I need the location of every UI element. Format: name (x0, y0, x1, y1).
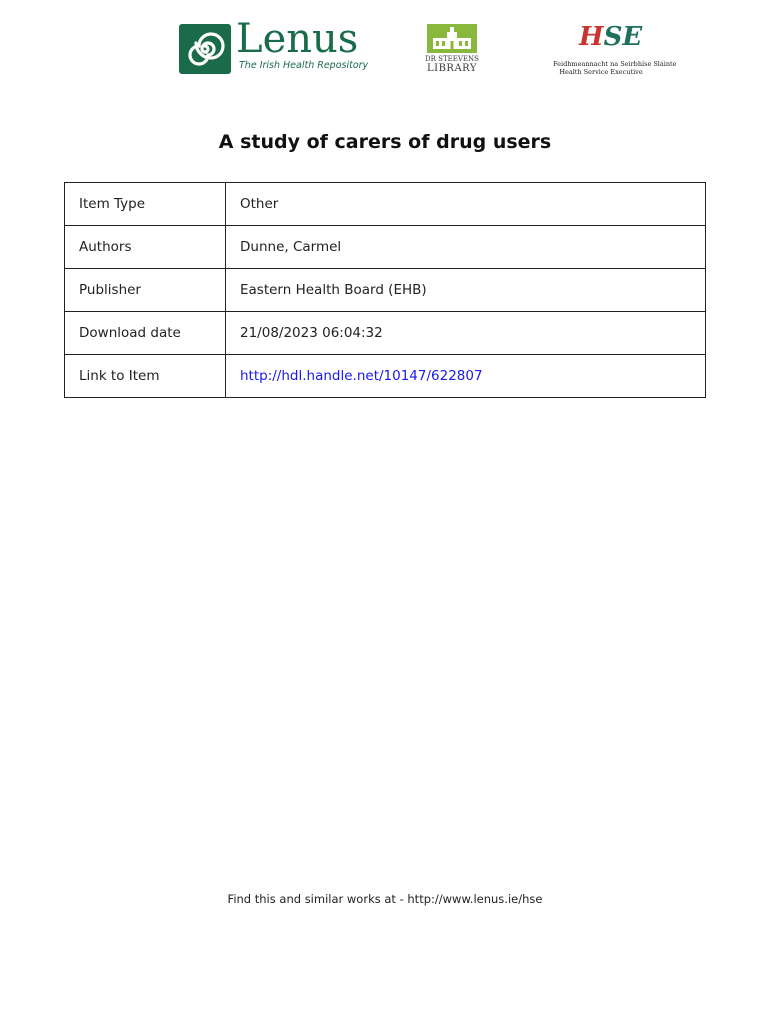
library-building-icon (425, 24, 479, 54)
footer-text: Find this and similar works at - http://www.lenus.ie/hse (227, 892, 543, 906)
dr-steevens-library-logo (425, 24, 479, 76)
hse-mark-se: SE (603, 22, 643, 52)
page-title: A study of carers of drug users (218, 131, 552, 153)
table-row (65, 269, 706, 312)
row-value: Other (226, 183, 706, 226)
lenus-logo (179, 16, 369, 76)
row-label: Download date (65, 312, 226, 355)
hse-mark-h: H (579, 22, 604, 52)
item-link[interactable]: http://hdl.handle.net/10147/622807 (240, 368, 483, 384)
table-row (65, 226, 706, 269)
lenus-tagline: The Irish Health Repository (239, 60, 369, 71)
hse-english-name: Health Service Executive (559, 68, 643, 76)
row-label: Item Type (65, 183, 226, 226)
hse-irish-name: Feidhmeannacht na Seirbhíse Sláinte (553, 60, 677, 68)
steevens-line1: DR STEEVENS (425, 55, 479, 63)
row-value: 21/08/2023 06:04:32 (226, 312, 706, 355)
table-row (65, 183, 706, 226)
row-label: Link to Item (65, 355, 226, 398)
header-logos (0, 16, 770, 80)
row-value: Eastern Health Board (EHB) (226, 269, 706, 312)
steevens-library-text (425, 55, 479, 74)
steevens-line2: LIBRARY (426, 63, 477, 74)
hse-logo (553, 22, 677, 78)
row-label: Publisher (65, 269, 226, 312)
row-value (226, 355, 706, 398)
row-value: Dunne, Carmel (226, 226, 706, 269)
table-row (65, 355, 706, 398)
metadata-table (64, 182, 706, 398)
hse-mark (579, 22, 642, 52)
lenus-name: Lenus (236, 16, 359, 62)
row-label: Authors (65, 226, 226, 269)
lenus-spiral-icon (179, 24, 231, 74)
table-row (65, 312, 706, 355)
